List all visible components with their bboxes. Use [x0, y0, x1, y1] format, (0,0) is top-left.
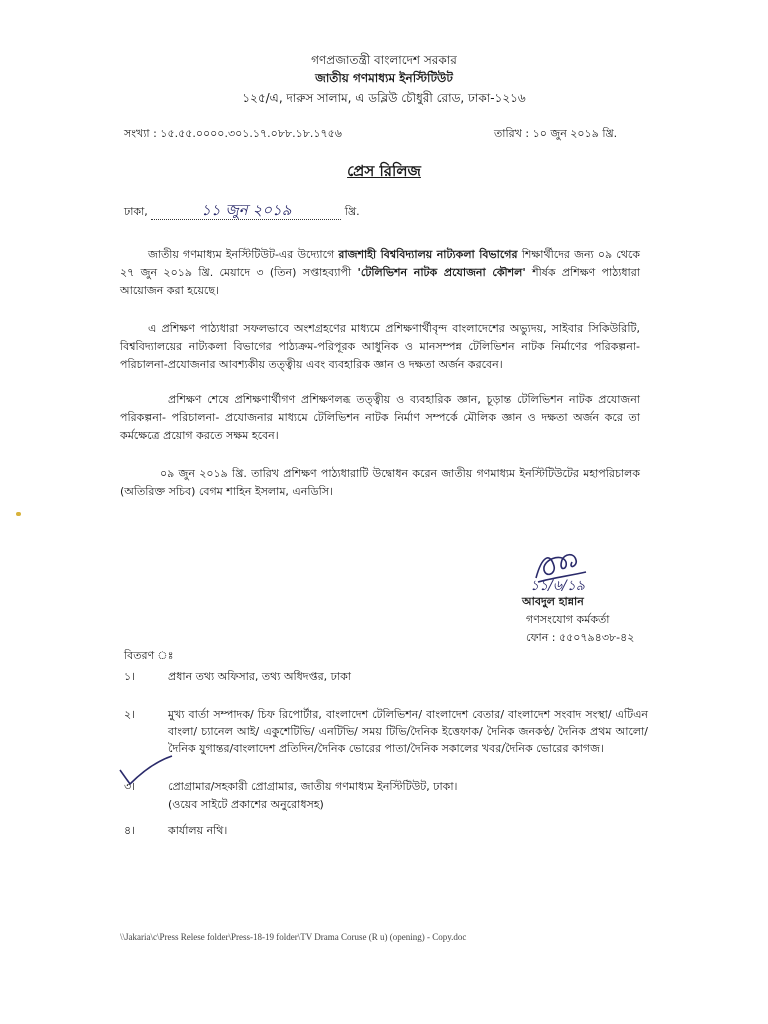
memo-date: তারিখ : ১০ জুন ২০১৯ খ্রি.: [494, 127, 618, 140]
header-address: ১২৫/এ, দারুস সালাম, এ ডব্লিউ চৌধুরী রোড, ঢাকা-১২১৬: [242, 91, 526, 105]
signatory-phone: ফোন : ৫৫০৭৯৪৩৮-৪২: [526, 631, 635, 644]
dateline-place: ঢাকা,: [124, 205, 148, 218]
signatory-name: আবদুল হান্নান: [522, 595, 584, 608]
distribution-item-number: ৪।: [124, 824, 136, 837]
paragraph-1-part-e: শীর্ষক প্রশিক্ষণ পাঠ্যধারা আয়োজন করা হয়েছে।: [120, 266, 640, 297]
dateline: [124, 203, 360, 220]
paper-speck: [16, 512, 21, 516]
paragraph-1: [120, 246, 640, 300]
distribution-item-text: মুখ্য বার্তা সম্পাদক/ চিফ রিপোর্টার, বাংলাদেশ টেলিভিশন/ বাংলাদেশ বেতার/ বাংলাদেশ সংবাদ সংস্থা/ এটিএন বাংলা/ চ্যানেল আই/ একুশেটিভি/ এনটিভি/ সময় টিভি/দৈনিক ইত্তেফাক/ দৈনিক জনকণ্ঠ/ দৈনিক প্রথম আলো/ দৈনিক যুগান্তর/বাংলাদেশ প্রতিদিন/দৈনিক ভোরের পাতা/দৈনিক সকালের খবর/দৈনিক ভোরের কাগজ।: [168, 708, 648, 755]
distribution-item-text: প্রধান তথ্য অফিসার, তথ্য অধিদপ্তর, ঢাকা: [168, 670, 351, 683]
paragraph-4: ০৯ জুন ২০১৯ খ্রি. তারিখ প্রশিক্ষণ পাঠ্যধারাটি উদ্বোধন করেন জাতীয় গণমাধ্যম ইনস্টিটিউটের মহাপরিচালক (অতিরিক্ত সচিব) বেগম শাহিন ইসলাম, এনডিসি।: [120, 467, 640, 498]
distribution-item-number: ১।: [124, 670, 136, 683]
dateline-blank: [151, 203, 341, 220]
paragraph-1-part-c: শিক্ষার্থীদের জন্য ০৯ থেকে ২৭ জুন ২০১৯ খ্রি. মেয়াদে ৩ (তিন) সপ্তাহব্যাপী: [120, 248, 641, 279]
distribution-item-subtext: (ওয়েব সাইটে প্রকাশের অনুরোধসহ): [168, 798, 324, 811]
page-title: প্রেস রিলিজ: [347, 162, 421, 180]
distribution-item-text: কার্যালয় নথি।: [168, 824, 228, 837]
paragraph-3: প্রশিক্ষণ শেষে প্রশিক্ষণার্থীগণ প্রশিক্ষণলব্ধ তত্ত্বীয় ও ব্যবহারিক জ্ঞান, চূড়ান্ত টেলিভিশন নাটক প্রযোজনা পরিকল্পনা- পরিচালনা- প্রযোজনার মাধ্যমে টেলিভিশন নাটক নির্মাণ সম্পর্কে মৌলিক জ্ঞান ও দক্ষতা অর্জন করে তা কর্মক্ষেত্রে প্রয়োগ করতে সক্ষম হবেন।: [120, 393, 640, 442]
paragraph-1-course-title: 'টেলিভিশন নাটক প্রযোজনা কৌশল': [357, 266, 526, 279]
footer-file-path: \\Jakaria\c\Press Relese folder\Press-18-19 folder\TV Drama Coruse (R u) (opening) - Copy.doc: [120, 932, 467, 942]
distribution-item-number: ২।: [124, 708, 136, 721]
dateline-suffix: খ্রি.: [344, 205, 360, 218]
paragraph-1-department: রাজশাহী বিশ্ববিদ্যালয় নাট্যকলা বিভাগের: [338, 248, 518, 261]
dateline-handwritten-date: ১১ জুন ২০১৯: [201, 201, 292, 219]
header-institute: জাতীয় গণমাধ্যম ইনস্টিটিউট: [315, 71, 453, 85]
signatory-designation: গণসংযোগ কর্মকর্তা: [526, 613, 610, 626]
paragraph-2: এ প্রশিক্ষণ পাঠ্যধারা সফলভাবে অংশগ্রহণের মাধ্যমে প্রশিক্ষণার্থীবৃন্দ বাংলাদেশের অভ্যুদয়, সাইবার সিকিউরিটি, বিশ্ববিদ্যালয়ের নাট্যকলা বিভাগের পাঠ্যক্রম-পরিপূরক আধুনিক ও মানসম্পন্ন টেলিভিশন নাটক নির্মাণের পরিকল্পনা-পরিচালনা-প্রযোজনার আবশ্যকীয় তত্ত্বীয় এবং ব্যবহারিক জ্ঞান ও দক্ষতা অর্জন করবেন।: [120, 322, 640, 371]
distribution-item-text: প্রোগ্রামার/সহকারী প্রোগ্রামার, জাতীয় গণমাধ্যম ইনস্টিটিউট, ঢাকা।: [168, 780, 458, 793]
signature-handwritten-date: ১১/৬/১৯: [530, 578, 585, 594]
distribution-item-number: ৩।: [124, 780, 136, 793]
header-government: গণপ্রজাতন্ত্রী বাংলাদেশ সরকার: [311, 53, 457, 67]
memo-number: সংখ্যা : ১৫.৫৫.০০০০.৩০১.১৭.০৮৮.১৮.১৭৫৬: [124, 127, 342, 140]
distribution-heading: বিতরণ ঃ: [124, 649, 174, 662]
paragraph-1-part-a: জাতীয় গণমাধ্যম ইনস্টিটিউট-এর উদ্যোগে: [148, 248, 339, 261]
